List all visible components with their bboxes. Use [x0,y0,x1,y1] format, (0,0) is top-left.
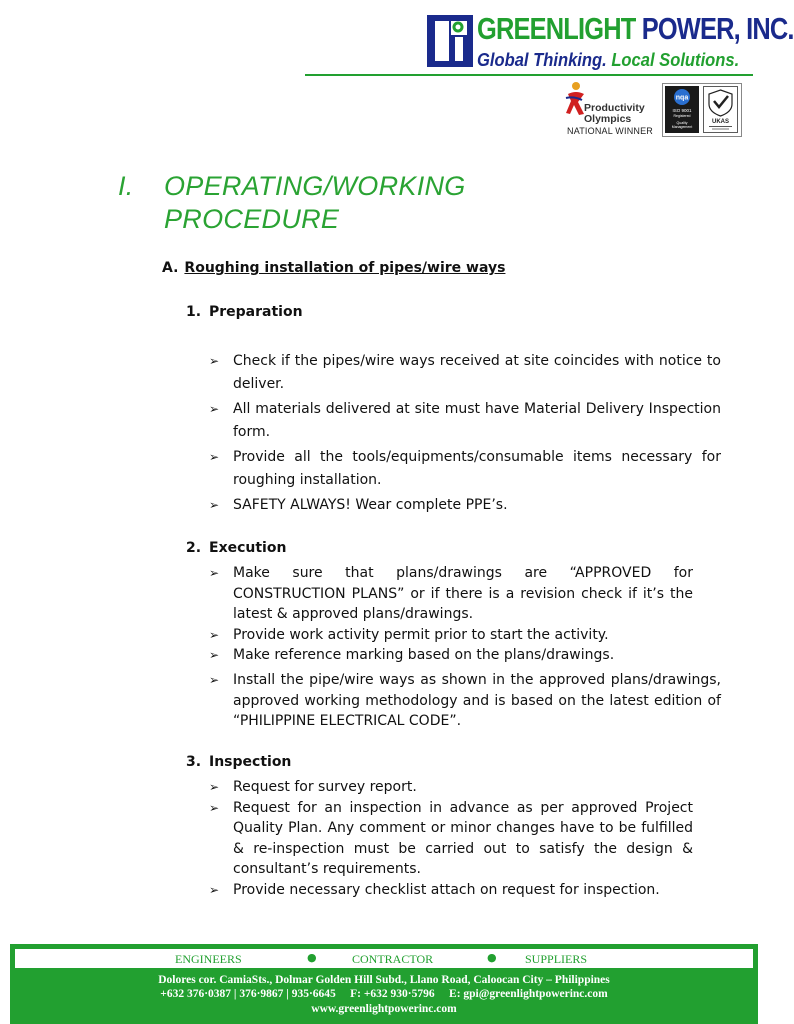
svg-text:UKAS: UKAS [711,119,730,125]
arrow-bullet-icon: ➢ [209,780,220,794]
arrow-bullet-icon: ➢ [209,800,220,815]
subsection-heading-preparation: 1. Preparation [186,304,303,320]
footer-address: Dolores cor. CamiaSts., Dolmar Golden Hill Subd., Llano Road, Caloocan City – Philippines [158,974,610,986]
list-item: ➢ Make sure that plans/drawings are “APPROVED for CONSTRUCTION PLANS” or if there is a revision check if it’s the latest & approved plans/drawings. [209,565,693,622]
subsection-heading-execution: 2. Execution [186,540,287,556]
company-name: GREENLIGHT POWER, INC. [477,11,794,46]
footer-separator-icon: ● [487,951,497,964]
footer-separator-icon: ● [307,951,317,964]
arrow-bullet-icon: ➢ [209,450,220,464]
list-item: ➢ Request for an inspection in advance as per approved Project Quality Plan. Any comment or minor changes have to be fulfilled & re-inspection must be carried out to satisfy the design & consultant’s requirements. [209,799,693,877]
list-item: ➢ Provide necessary checklist attach on request for inspection. [209,880,693,901]
arrow-bullet-icon: ➢ [209,882,220,897]
list-item: ➢ Provide all the tools/equipments/consumable items necessary for roughing installation. [209,446,721,492]
svg-text:Quality: Quality [676,121,688,125]
list-item: ➢ Make reference marking based on the plans/drawings. [209,645,693,666]
preparation-list [209,350,721,517]
arrow-bullet-icon: ➢ [209,673,220,687]
section-heading [162,260,505,276]
ukas-badge-icon [703,86,738,133]
arrow-bullet-icon: ➢ [209,627,220,642]
list-item: ➢ All materials delivered at site must have Material Delivery Inspection form. [209,398,721,444]
footer-contact: +632 376·0387 | 376·9867 | 935·6645 F: +632 930·5796 E: gpi@greenlightpowerinc.com [160,988,608,1000]
page-footer [10,944,758,1024]
page-title: I. OPERATING/WORKING PROCEDURE [118,171,466,234]
arrow-bullet-icon: ➢ [209,402,220,416]
footer-service-contractor: CONTRACTOR [352,952,434,966]
list-item: ➢ Check if the pipes/wire ways received at site coincides with notice to deliver. [209,350,721,396]
list-item: ➢ Request for survey report. [209,777,693,798]
award-name: Productivity Olympics [584,102,645,125]
list-item: ➢ Install the pipe/wire ways as shown in the approved plans/drawings, approved working methodology and is based on the latest edition of “PHILIPPINE ELECTRICAL CODE”. [209,672,721,729]
section-title: Roughing installation of pipes/wire ways [184,260,506,276]
company-tagline: Global Thinking. Local Solutions. [477,50,740,70]
svg-text:nqa: nqa [675,94,689,102]
execution-list [209,563,693,666]
svg-text:Management: Management [671,125,693,129]
arrow-bullet-icon: ➢ [209,354,220,368]
section-label: A. [162,260,179,276]
letterhead [0,0,794,145]
footer-service-suppliers: SUPPLIERS [525,952,588,966]
certification-badges [662,83,742,137]
iso-9001-badge-icon [665,86,699,133]
arrow-bullet-icon: ➢ [209,498,220,512]
arrow-bullet-icon: ➢ [209,648,220,662]
arrow-bullet-icon: ➢ [209,566,220,580]
list-item: ➢ SAFETY ALWAYS! Wear complete PPE’s. [209,494,721,517]
award-subtitle: NATIONAL WINNER [567,126,654,136]
inspection-list [209,777,693,900]
company-logo-icon [427,15,473,67]
svg-text:Registered: Registered [673,114,691,118]
list-item: ➢ Provide work activity permit prior to start the activity. [209,625,693,646]
header-divider [305,74,753,76]
footer-service-engineers: ENGINEERS [175,952,242,966]
footer-website: www.greenlightpowerinc.com [311,1003,457,1015]
execution-list-cont [209,670,721,732]
footer-services-bar [14,948,754,969]
svg-text:ISO 9001: ISO 9001 [672,108,692,113]
subsection-heading-inspection: 3. Inspection [186,754,292,770]
